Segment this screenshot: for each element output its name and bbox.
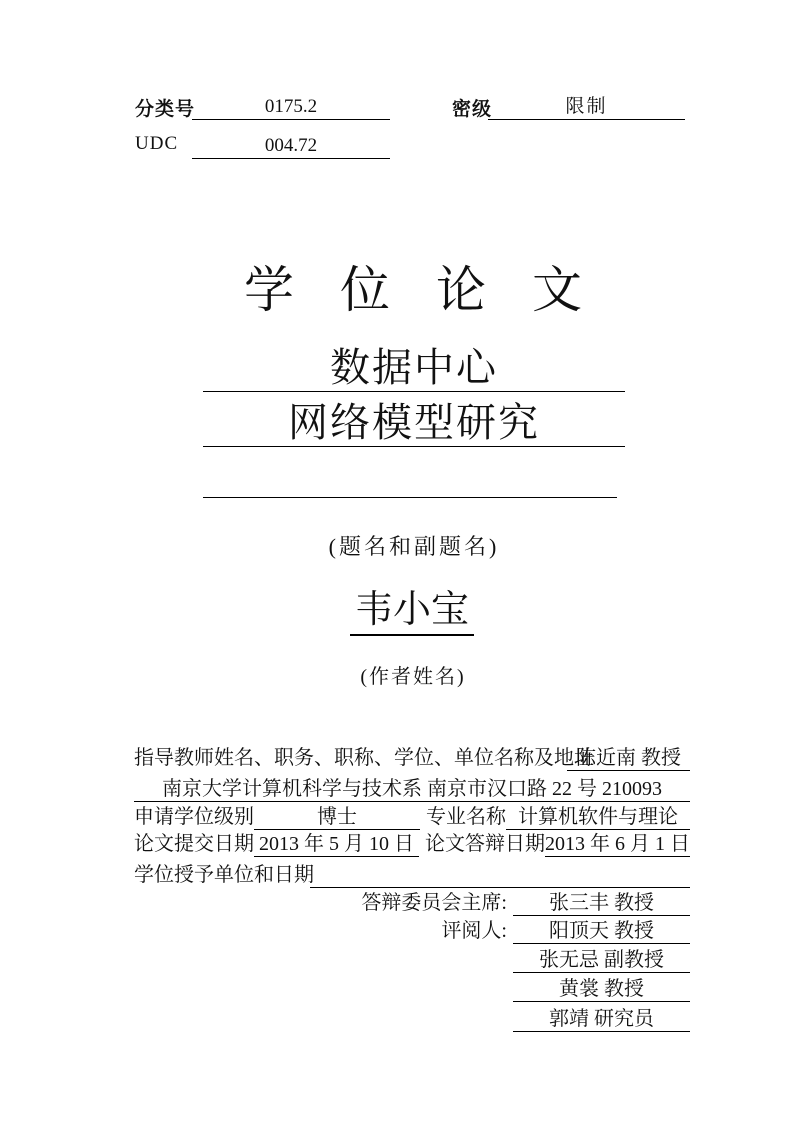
udc-value: 004.72	[264, 135, 318, 156]
supervisor-label: 指导教师姓名、职务、职称、学位、单位名称及地址	[134, 747, 594, 769]
classification-label: 分类号	[135, 99, 196, 120]
supervisor-address-row	[134, 777, 690, 802]
udc-value-field	[192, 133, 390, 159]
defense-date-label: 论文答辩日期	[425, 833, 545, 855]
reviewer-row	[134, 919, 690, 944]
thesis-title-line-2: 网络模型研究	[203, 400, 625, 447]
reviewer-row	[134, 1007, 690, 1032]
classification-value: 0175.2	[264, 96, 318, 117]
degree-level-field: 博士	[254, 805, 420, 830]
degree-level-label: 申请学位级别	[134, 806, 254, 828]
committee-chair-label: 答辩委员会主席:	[361, 892, 507, 914]
reviewer-field: 郭靖 研究员	[513, 1007, 690, 1032]
major-label: 专业名称	[426, 806, 506, 828]
degree-grant-label: 学位授予单位和日期	[134, 864, 314, 886]
degree-major-row	[134, 805, 690, 830]
reviewer-field: 黄裳 教授	[513, 977, 690, 1002]
committee-chair-row	[134, 891, 690, 916]
degree-grant-field	[310, 863, 690, 888]
udc-label: UDC	[135, 133, 179, 154]
security-level-value: 限制	[565, 96, 608, 117]
defense-date-field: 2013 年 6 月 1 日	[545, 833, 690, 855]
supervisor-value-field: 陈近南 教授	[567, 746, 690, 771]
security-level-value-field	[488, 94, 685, 120]
reviewer-row	[134, 948, 690, 973]
committee-chair-field: 张三丰 教授	[513, 891, 690, 916]
submit-date-field: 2013 年 5 月 10 日	[254, 832, 419, 857]
supervisor-row	[134, 746, 690, 771]
reviewer-row	[134, 977, 690, 1002]
author-name: 韦小宝	[350, 586, 474, 636]
page-title: 学位论文	[244, 262, 628, 318]
supervisor-address-field: 南京大学计算机科学与技术系 南京市汉口路 22 号 210093	[134, 777, 690, 802]
security-level-label: 密级	[452, 99, 493, 120]
degree-grant-row	[134, 863, 690, 888]
major-field: 计算机软件与理论	[506, 805, 690, 830]
submit-date-label: 论文提交日期	[134, 833, 254, 855]
reviewer-label: 评阅人:	[441, 920, 507, 942]
reviewer-field: 阳顶天 教授	[513, 919, 690, 944]
classification-value-field	[192, 94, 390, 120]
author-caption: (作者姓名)	[360, 666, 466, 688]
reviewer-field: 张无忌 副教授	[513, 948, 690, 973]
thesis-title-line-1: 数据中心	[203, 345, 625, 392]
thesis-title-caption: (题名和副题名)	[328, 534, 500, 559]
dates-row	[134, 832, 690, 857]
thesis-title-line-3-empty	[203, 451, 617, 498]
